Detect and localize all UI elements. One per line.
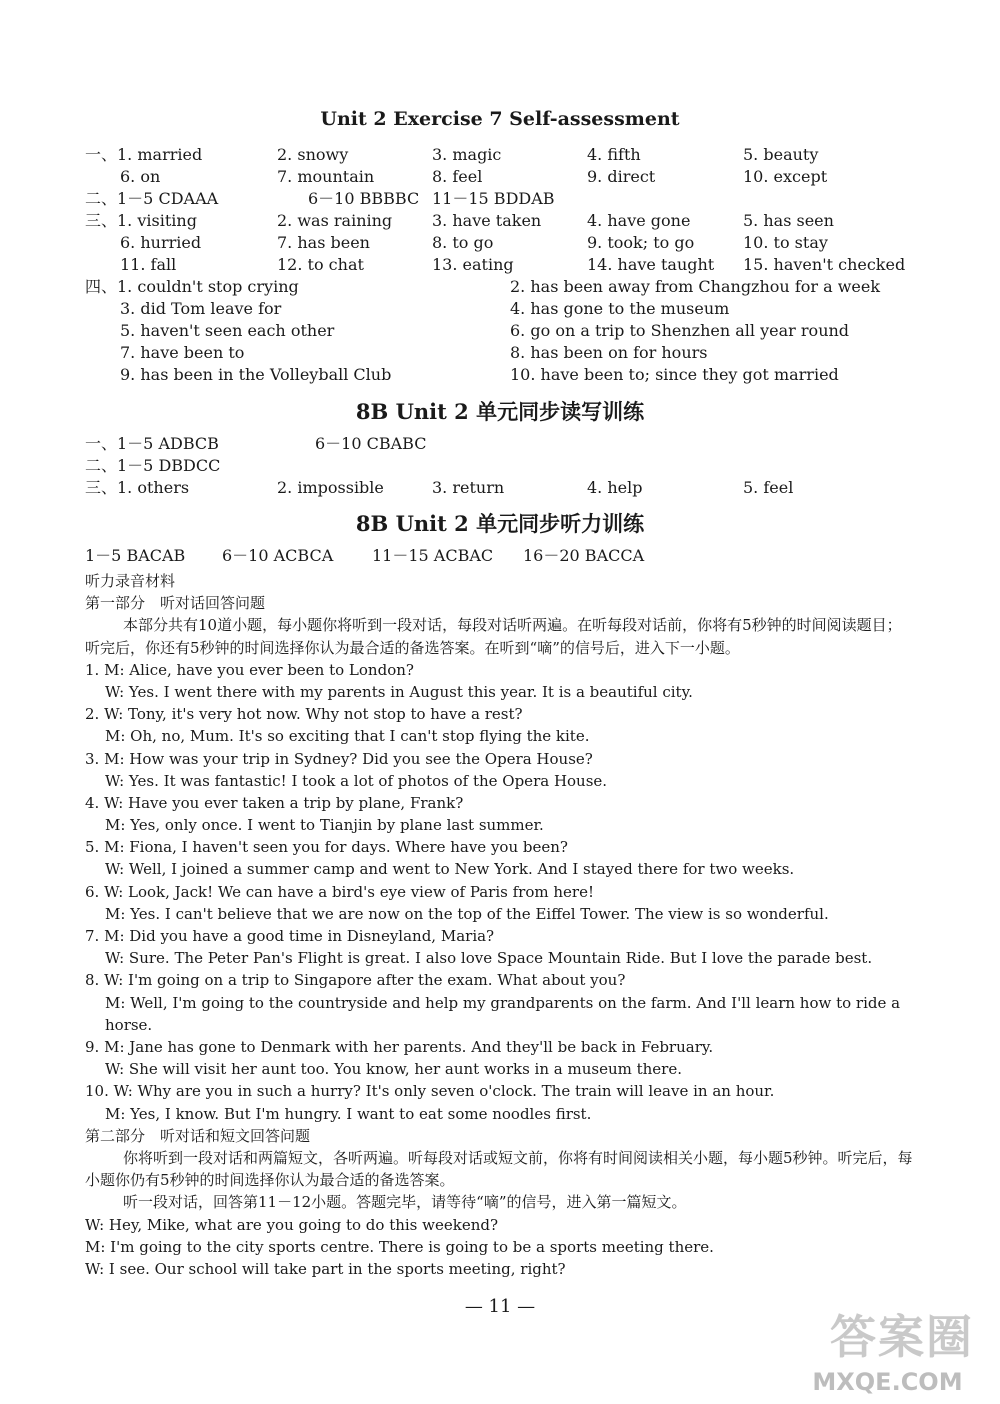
answer-item: 9. took; to go bbox=[587, 233, 695, 252]
answer-item: 10. to stay bbox=[743, 233, 828, 252]
reading-writing-answers bbox=[85, 433, 930, 499]
answer-item: 2. has been away from Changzhou for a week bbox=[510, 277, 881, 296]
part2-instructions: 你将听到一段对话和两篇短文，各听两遍。听每段对话或短文前，你将有时间阅读相关小题，每小题5秒钟。听完后，每小题你仍有5秒钟的时间选择你认为最合适的备选答案。 bbox=[85, 1148, 913, 1190]
dialogue-line: 9. M: Jane has gone to Denmark with her parents. And they'll be back in February. bbox=[85, 1037, 714, 1056]
answer-item: 4. have gone bbox=[587, 211, 691, 230]
dialogue-line: 2. W: Tony, it's very hot now. Why not stop to have a rest? bbox=[85, 705, 523, 724]
part1-instructions: 本部分共有10道小题，每小题你将听到一段对话，每段对话听两遍。在听每段对话前，你将有5秒钟的时间阅读题目；听完后，你还有5秒钟的时间选择你认为最合适的备选答案。在听到“嘀”的信号后，进入下一小题。 bbox=[85, 616, 902, 657]
answer-item: 10. have been to; since they got married bbox=[510, 365, 839, 384]
answer-item: 12. to chat bbox=[277, 255, 364, 274]
reading-writing-title: 8B Unit 2 单元同步读写训练 bbox=[355, 399, 645, 424]
answer-item: 2. impossible bbox=[277, 478, 384, 497]
answer-item: 16－20 BACCA bbox=[523, 546, 645, 565]
answer-item: 11－15 BDDAB bbox=[432, 189, 555, 208]
dialogue-line: horse. bbox=[105, 1015, 153, 1034]
answer-item: 4. help bbox=[587, 478, 643, 497]
dialogue-line: W: She will visit her aunt too. You know, her aunt works in a museum there. bbox=[105, 1060, 682, 1079]
listening-script bbox=[85, 570, 915, 1280]
answer-item: 6－10 CBABC bbox=[315, 434, 427, 453]
dialogue-line: M: Yes, I know. But I'm hungry. I want to eat some noodles first. bbox=[105, 1104, 592, 1123]
answer-item: 7. has been bbox=[277, 233, 370, 252]
answer-item: 11. fall bbox=[120, 255, 177, 274]
answer-item: 二、1－5 DBDCC bbox=[85, 456, 221, 475]
answer-item: 5. feel bbox=[743, 478, 794, 497]
watermark-logo bbox=[800, 1301, 975, 1396]
answer-item: 5. has seen bbox=[743, 211, 834, 230]
answer-item: 9. direct bbox=[587, 167, 656, 186]
answer-item: 3. have taken bbox=[432, 211, 542, 230]
answer-row bbox=[85, 166, 930, 188]
answer-row bbox=[85, 477, 930, 499]
dialogue-line: 7. M: Did you have a good time in Disneyland, Maria? bbox=[85, 927, 495, 946]
answer-item: 二、1－5 CDAAA bbox=[85, 189, 219, 208]
answer-item: 1－5 BACAB bbox=[85, 546, 186, 565]
answer-item: 6. hurried bbox=[120, 233, 202, 252]
answer-row bbox=[85, 210, 930, 232]
answer-item: 3. return bbox=[432, 478, 505, 497]
answer-row bbox=[85, 342, 930, 364]
answer-row bbox=[85, 298, 930, 320]
answer-item: 9. has been in the Volleyball Club bbox=[120, 365, 392, 384]
dialogue-line: 6. W: Look, Jack! We can have a bird's eye view of Paris from here! bbox=[85, 882, 594, 901]
listening-answers bbox=[85, 545, 930, 567]
dialogue-line: 1. M: Alice, have you ever been to London? bbox=[85, 660, 414, 679]
material-label: 听力录音材料 bbox=[85, 572, 176, 590]
page-number: — 11 — bbox=[464, 1296, 536, 1317]
dialogue-line: 8. W: I'm going on a trip to Singapore after the exam. What about you? bbox=[85, 971, 626, 990]
answer-item: 8. to go bbox=[432, 233, 494, 252]
answer-row bbox=[85, 144, 930, 166]
answer-item: 2. was raining bbox=[277, 211, 393, 230]
part1-title: 第一部分 听对话回答问题 bbox=[85, 594, 266, 613]
answer-item: 三、1. others bbox=[85, 478, 190, 497]
answer-item: 6. on bbox=[120, 167, 161, 186]
answer-item: 2. snowy bbox=[277, 145, 349, 164]
answer-item: 15. haven't checked bbox=[743, 255, 906, 274]
answer-item: 三、1. visiting bbox=[85, 211, 197, 230]
listening-title: 8B Unit 2 单元同步听力训练 bbox=[355, 511, 645, 536]
dialogue-line: W: Hey, Mike, what are you going to do this weekend? bbox=[85, 1215, 499, 1234]
dialogue-line: M: Yes, only once. I went to Tianjin by plane last summer. bbox=[105, 816, 544, 835]
dialogue-line: M: Well, I'm going to the countryside and help my grandparents on the farm. And I'll learn how to ride a bbox=[105, 993, 901, 1012]
part2-note: 听一段对话，回答第11－12小题。答题完毕，请等待“嘀”的信号，进入第一篇短文。 bbox=[123, 1193, 687, 1212]
dialogue-line: M: Oh, no, Mum. It's so exciting that I can't stop flying the kite. bbox=[105, 727, 590, 746]
answer-item: 14. have taught bbox=[587, 255, 715, 274]
part2-title: 第二部分 听对话和短文回答问题 bbox=[85, 1126, 311, 1145]
answer-row bbox=[85, 455, 930, 477]
answer-item: 4. fifth bbox=[587, 145, 641, 164]
dialogue-line: 5. M: Fiona, I haven't seen you for days. Where have you been? bbox=[85, 838, 568, 857]
exercise7-answers bbox=[85, 144, 930, 386]
answer-item: 3. magic bbox=[432, 145, 502, 164]
answer-item: 8. feel bbox=[432, 167, 483, 186]
dialogue-line: W: Yes. It was fantastic! I took a lot of photos of the Opera House. bbox=[105, 771, 608, 790]
dialogue-line: M: Yes. I can't believe that we are now on the top of the Eiffel Tower. The view is so wonderful. bbox=[105, 904, 829, 923]
watermark-mark: 答案圈 bbox=[830, 1310, 974, 1364]
dialogue-line: 4. W: Have you ever taken a trip by plane, Frank? bbox=[85, 793, 464, 812]
answer-item: 5. haven't seen each other bbox=[120, 321, 335, 340]
answer-row bbox=[85, 232, 930, 254]
answer-row bbox=[85, 364, 930, 386]
answer-item: 6－10 ACBCA bbox=[222, 546, 334, 565]
answer-item: 一、1－5 ADBCB bbox=[85, 434, 219, 453]
answer-item: 6. go on a trip to Shenzhen all year round bbox=[510, 321, 850, 340]
answer-item: 13. eating bbox=[432, 255, 514, 274]
dialogue-line: 3. M: How was your trip in Sydney? Did you see the Opera House? bbox=[85, 749, 593, 768]
dialogue-line: W: I see. Our school will take part in the sports meeting, right? bbox=[85, 1259, 566, 1278]
watermark-url: MXQE.COM bbox=[812, 1368, 963, 1396]
answer-row bbox=[85, 254, 930, 276]
answer-item: 7. mountain bbox=[277, 167, 375, 186]
answer-row bbox=[85, 320, 930, 342]
exercise7-title: Unit 2 Exercise 7 Self-assessment bbox=[320, 108, 680, 130]
answer-item: 7. have been to bbox=[120, 343, 245, 362]
dialogue-line: W: Well, I joined a summer camp and went to New York. And I stayed there for two weeks. bbox=[105, 860, 795, 879]
answer-item: 8. has been on for hours bbox=[510, 343, 708, 362]
answer-item: 一、1. married bbox=[85, 145, 203, 164]
answer-item: 3. did Tom leave for bbox=[120, 299, 282, 318]
dialogue-line: W: Sure. The Peter Pan's Flight is great. I also love Space Mountain Ride. But I love the parade best. bbox=[105, 949, 873, 968]
dialogue-line: 10. W: Why are you in such a hurry? It's only seven o'clock. The train will leave in an hour. bbox=[85, 1082, 775, 1101]
answer-item: 4. has gone to the museum bbox=[510, 299, 730, 318]
answer-row bbox=[85, 433, 930, 455]
answer-item: 11－15 ACBAC bbox=[372, 546, 494, 565]
answer-item: 10. except bbox=[743, 167, 828, 186]
answer-row bbox=[85, 276, 930, 298]
answer-item: 6－10 BBBBC bbox=[308, 189, 420, 208]
dialogue-line: M: I'm going to the city sports centre. There is going to be a sports meeting there. bbox=[85, 1237, 714, 1256]
answer-row bbox=[85, 545, 930, 567]
answer-row bbox=[85, 188, 930, 210]
answer-item: 四、1. couldn't stop crying bbox=[85, 277, 299, 296]
dialogue-line: W: Yes. I went there with my parents in August this year. It is a beautiful city. bbox=[105, 682, 693, 701]
answer-item: 5. beauty bbox=[743, 145, 819, 164]
